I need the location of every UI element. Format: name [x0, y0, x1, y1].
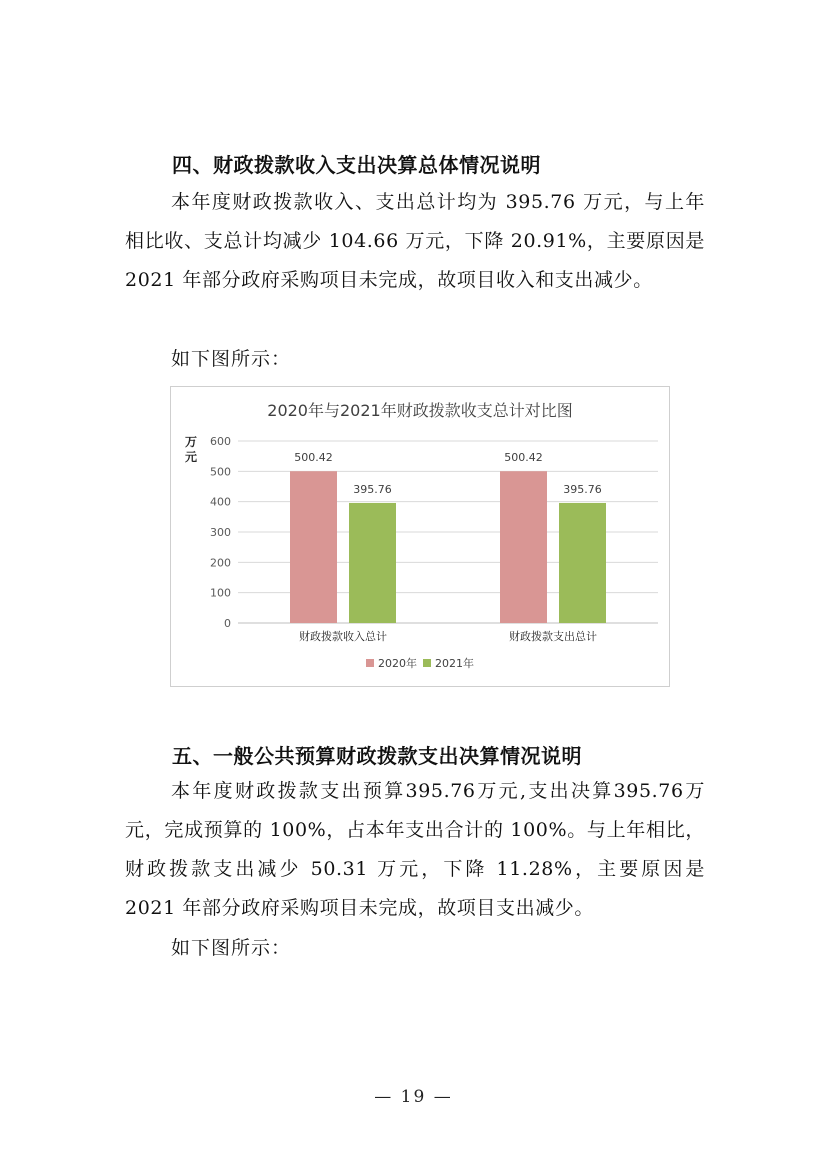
chart-title: 2020年与2021年财政拨款收支总计对比图 [267, 401, 573, 420]
x-tick-label: 财政拨款收入总计 [299, 630, 387, 643]
bar [349, 503, 396, 623]
bar [559, 503, 606, 623]
legend-swatch [366, 659, 374, 667]
section-4-heading: 四、财政拨款收入支出决算总体情况说明 [172, 153, 541, 177]
data-label: 500.42 [294, 451, 333, 465]
comparison-chart [170, 386, 670, 687]
y-tick-label: 500 [210, 465, 231, 479]
bar [500, 471, 547, 623]
section-5-caption: 如下图所示： [171, 937, 292, 959]
chart-canvas [171, 387, 669, 686]
y-tick-label: 400 [210, 495, 231, 509]
data-label: 395.76 [563, 482, 602, 496]
bar [290, 471, 337, 623]
legend-label: 2020年 [378, 657, 417, 670]
y-tick-label: 200 [210, 556, 231, 570]
section-4-paragraph: 本年度财政拨款收入、支出总计均为 395.76 万元，与上年相比收、支总计均减少 104.66 万元，下降 20.91%，主要原因是 2021 年部分政府采购项目未完成，故项目收入和支出减少。 [125, 191, 705, 291]
y-axis-label: 万元 [184, 435, 198, 464]
page-number: — 19 — [374, 1087, 453, 1107]
y-tick-label: 300 [210, 526, 231, 539]
legend-label: 2021年 [435, 657, 474, 670]
legend-swatch [423, 659, 431, 667]
data-label: 500.42 [504, 451, 543, 465]
x-tick-label: 财政拨款支出总计 [509, 630, 597, 643]
y-tick-label: 100 [210, 586, 231, 600]
section-5-heading: 五、一般公共预算财政拨款支出决算情况说明 [172, 744, 582, 768]
data-label: 395.76 [353, 482, 392, 496]
y-tick-label: 600 [210, 435, 231, 448]
section-5-paragraph: 本年度财政拨款支出预算395.76万元,支出决算395.76万元，完成预算的 100%，占本年支出合计的 100%。与上年相比，财政拨款支出减少 50.31 万元，下降 11.28%，主要原因是 2021 年部分政府采购项目未完成，故项目支出减少。 [125, 780, 705, 919]
y-tick-label: 0 [224, 617, 231, 630]
section-4-caption: 如下图所示： [171, 348, 292, 370]
